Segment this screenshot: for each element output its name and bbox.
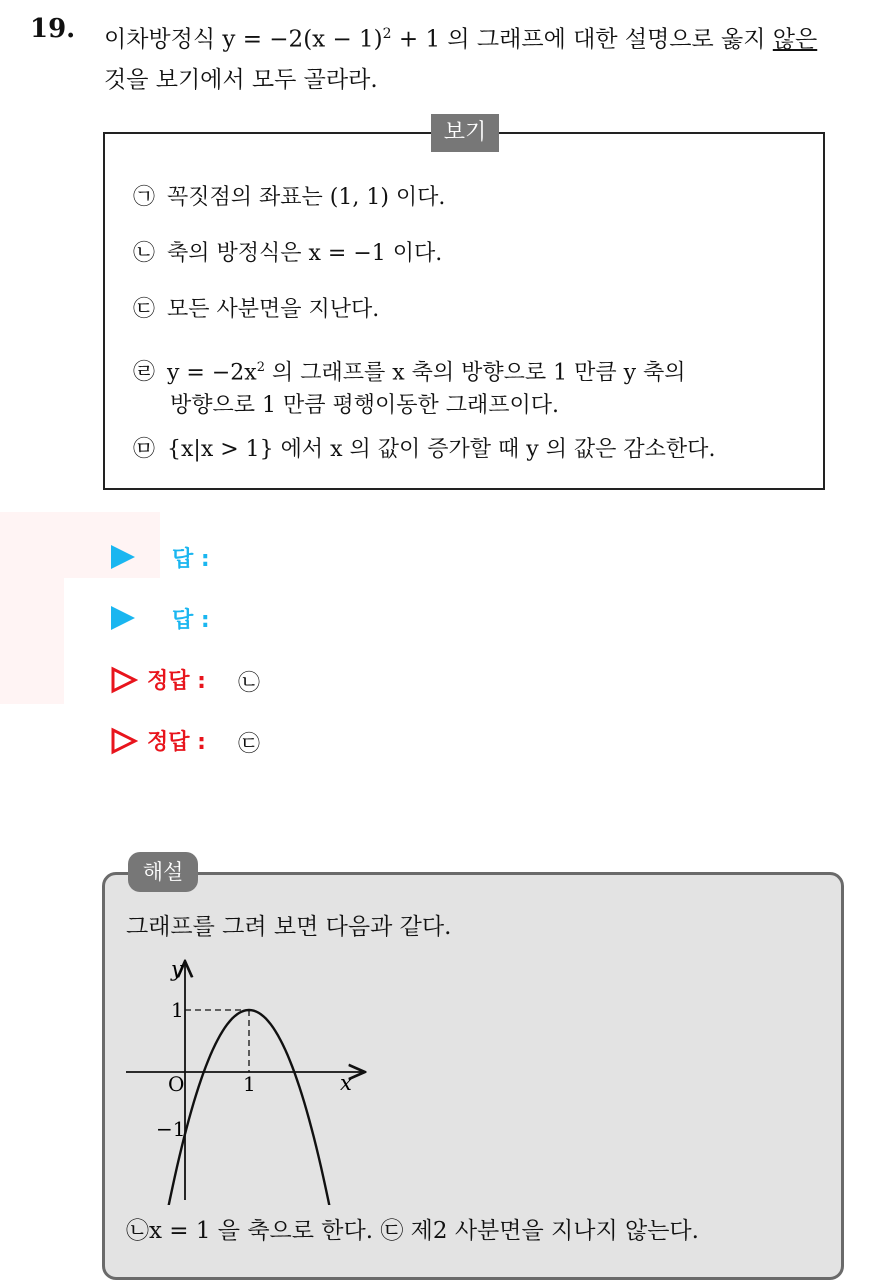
- question-text: [104, 14, 874, 100]
- bogi-item-5: [133, 432, 715, 468]
- solution-tag: 해설: [128, 852, 198, 892]
- tick-label-y-1: 1: [171, 998, 184, 1022]
- question-underlined-word: 않은: [772, 26, 818, 53]
- bogi-item-4: [133, 350, 686, 391]
- bogi-item-1: [133, 180, 445, 216]
- faint-bg-block: [0, 578, 64, 704]
- x-axis-label: x: [340, 1071, 352, 1095]
- item-mark: ㉢: [133, 297, 156, 322]
- solution-intro: 그래프를 그려 보면 다음과 같다.: [126, 914, 452, 940]
- tick-label-y-minus-1: −1: [156, 1117, 186, 1141]
- item-mark: ㉣: [133, 360, 156, 386]
- item-mark: ㉡: [133, 241, 156, 266]
- correct-label-2: 정답 :: [147, 730, 206, 755]
- item-text: 꼭짓점의 좌표는 (1, 1) 이다.: [167, 185, 446, 210]
- faint-bg-block: [0, 512, 160, 578]
- parabola-curve: [153, 1010, 345, 1205]
- question-line2: 것을 보기에서 모두 골라라.: [104, 66, 378, 93]
- bogi-item-4-cont: 방향으로 1 만큼 평행이동한 그래프이다.: [170, 393, 559, 418]
- correct-value-1: ㉡: [238, 671, 261, 696]
- item-mark: ㉠: [133, 185, 156, 210]
- item-text-b: 의 그래프를 x 축의 방향으로 1 만큼 y 축의: [264, 360, 686, 386]
- parabola-graph: [118, 955, 378, 1205]
- bogi-tag: 보기: [431, 114, 499, 152]
- bogi-item-2: [133, 236, 442, 272]
- blue-triangle-icon: [111, 606, 135, 630]
- solution-conclusion: ㉡x = 1 을 축으로 한다. ㉢ 제2 사분면을 지나지 않는다.: [126, 1218, 699, 1244]
- item-text: {x|x > 1} 에서 x 의 값이 증가할 때 y 의 값은 감소한다.: [167, 437, 716, 462]
- item-mark: ㉤: [133, 437, 156, 462]
- item-sup: 2: [256, 360, 265, 375]
- item-text: 모든 사분면을 지난다.: [167, 297, 380, 322]
- correct-value-2: ㉢: [238, 732, 261, 757]
- answer-label-1: 답 :: [172, 547, 210, 572]
- correct-label-1: 정답 :: [147, 669, 206, 694]
- question-line1-pre: 이차방정식 y = −2(x − 1): [104, 26, 383, 53]
- question-number: 19.: [30, 14, 76, 44]
- question-line1-mid: + 1 의 그래프에 대한 설명으로 옳지: [391, 26, 773, 53]
- answer-label-2: 답 :: [172, 608, 210, 633]
- origin-label: O: [168, 1072, 185, 1096]
- item-text: 축의 방정식은 x = −1 이다.: [167, 241, 443, 266]
- item-text-a: y = −2x: [167, 360, 257, 386]
- tick-label-x-1: 1: [243, 1072, 256, 1096]
- y-axis-label: y: [171, 957, 183, 981]
- question-line1-sup: 2: [382, 26, 392, 42]
- bogi-item-3: [133, 292, 379, 328]
- red-triangle-icon: [110, 727, 138, 755]
- red-triangle-icon: [110, 666, 138, 694]
- blue-triangle-icon: [111, 545, 135, 569]
